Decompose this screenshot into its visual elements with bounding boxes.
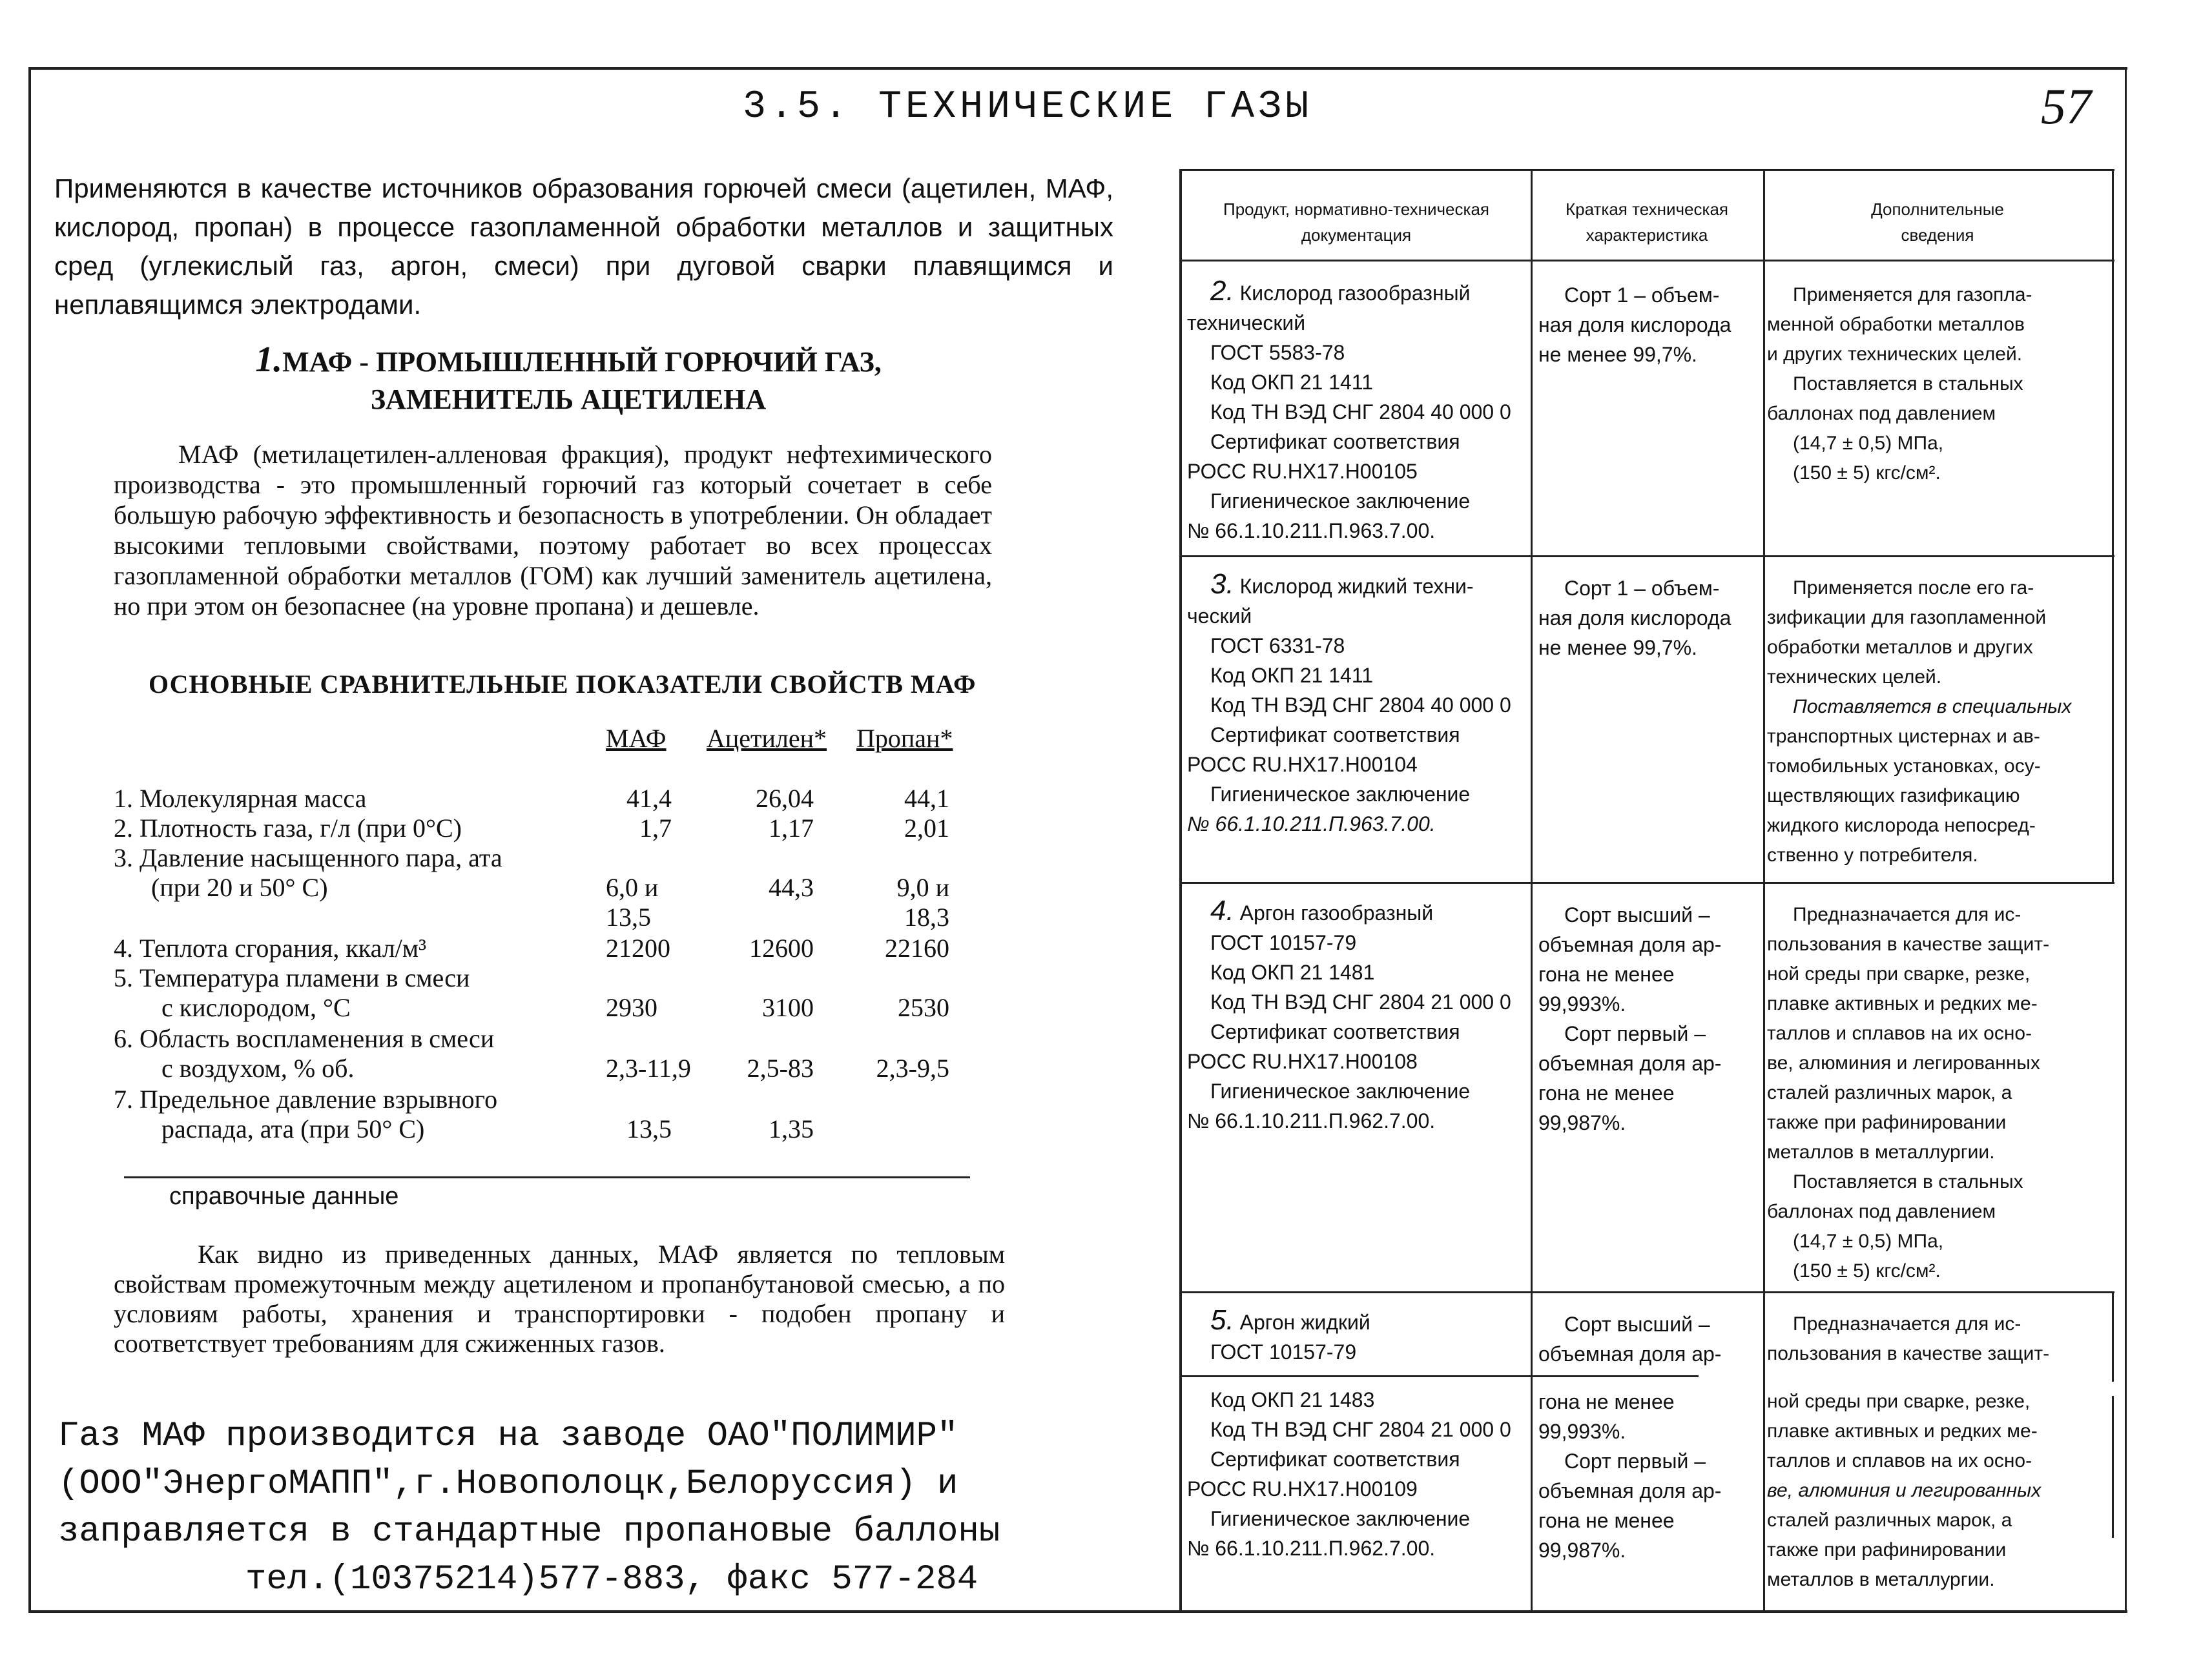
additional-line: обработки металлов и других xyxy=(1767,637,2033,658)
additional-line: металлов в металлургии. xyxy=(1767,1569,1995,1590)
column-header-acetylene: Ацетилен* xyxy=(707,724,827,753)
table-column-rule xyxy=(2112,169,2114,882)
table-rule xyxy=(1182,169,2114,171)
table-row-argon-gaseous-characteristic xyxy=(1538,900,1762,1138)
characteristic-line: ная доля кислорода xyxy=(1538,606,1731,630)
characteristic-line: объемная доля ар- xyxy=(1538,1342,1722,1366)
property-label: 4. Теплота сгорания, ккал/м³ xyxy=(114,934,427,963)
characteristic-line: гона не менее xyxy=(1538,963,1675,986)
product-okp-code: Код ОКП 21 1481 xyxy=(1210,961,1375,984)
product-certificate-number: РОСС RU.НХ17.Н00104 xyxy=(1187,753,1418,776)
table-header-text: Краткая техническая xyxy=(1566,200,1728,219)
product-certificate-number: РОСС RU.НХ17.Н00109 xyxy=(1187,1477,1418,1501)
table-header-text: Продукт, нормативно-техническая xyxy=(1223,200,1489,219)
additional-line: (150 ± 5) кгс/см². xyxy=(1793,462,1941,484)
product-tnved-code: Код ТН ВЭД СНГ 2804 21 000 0 xyxy=(1210,1418,1511,1441)
property-label-cont: с воздухом, % об. xyxy=(161,1054,355,1083)
additional-line: Поставляется в стальных xyxy=(1793,373,2023,394)
product-certificate-label: Сертификат соответствия xyxy=(1210,723,1460,746)
table-header-text: сведения xyxy=(1901,225,1974,245)
characteristic-line: Сорт высший – xyxy=(1564,903,1710,927)
maf-description: МАФ (метилацетилен-алленовая фракция), продукт нефтехимического производства - это промышленный горючий газ который сочетает в себе большую рабочую эффективность и безопасность в употреблении. Он обладает высокими тепловыми свойствами, поэтому работает во всех процессах газопламенной обработки металлов (ГОМ) как лучший заменитель ацетилена, но при этом он безопаснее (на уровне пропана) и дешевле. xyxy=(114,440,992,620)
additional-line: зификации для газопламенной xyxy=(1767,607,2047,628)
stamp-line-2: (ООО"ЭнергоМАПП",г.Новополоцк,Белоруссия) и xyxy=(58,1464,958,1504)
product-tnved-code: Код ТН ВЭД СНГ 2804 21 000 0 xyxy=(1210,990,1511,1014)
property-value-propane: 2,01 xyxy=(904,814,949,843)
characteristic-line: Сорт высший – xyxy=(1564,1313,1710,1336)
additional-line: Предназначается для ис- xyxy=(1793,1313,2021,1335)
page-frame-left xyxy=(28,67,31,1610)
additional-line: пользования в качестве защит- xyxy=(1767,934,2050,955)
property-value-propane: 44,1 xyxy=(904,784,949,813)
property-label: 5. Температура пламени в смеси xyxy=(114,963,470,992)
property-value-maf: 2,3-11,9 xyxy=(606,1054,691,1083)
additional-line: Поставляется в специальных xyxy=(1793,696,2072,717)
product-certificate-number: РОСС RU.НХ17.Н00105 xyxy=(1187,460,1418,483)
product-hygiene-label: Гигиеническое заключение xyxy=(1210,489,1471,513)
property-value-propane: 9,0 и xyxy=(896,873,949,902)
property-value-propane: 2530 xyxy=(898,993,949,1022)
stamp-line-3: заправляется в стандартные пропановые баллоны xyxy=(58,1512,1000,1552)
additional-line: (14,7 ± 0,5) МПа, xyxy=(1793,433,1944,454)
property-value-acetylene: 2,5-83 xyxy=(747,1054,814,1083)
additional-line: ственно у потребителя. xyxy=(1767,845,1978,866)
table-rule xyxy=(1182,882,2114,884)
table-column-rule xyxy=(2112,1291,2114,1382)
additional-line: ве, алюминия и легированных xyxy=(1767,1480,2041,1501)
additional-line: томобильных установках, осу- xyxy=(1767,755,2041,777)
table-row-argon-liquid-additional xyxy=(1767,1309,2109,1595)
product-certificate-number: РОСС RU.НХ17.Н00108 xyxy=(1187,1050,1418,1073)
property-label-cont: распада, ата (при 50° С) xyxy=(161,1114,425,1143)
characteristic-line: гона не менее xyxy=(1538,1390,1675,1413)
property-value-propane-cont: 18,3 xyxy=(904,903,949,932)
table-row-oxygen-gaseous-product xyxy=(1187,276,1528,546)
stamp-line-4: тел.(10375214)577-883, факс 577-284 xyxy=(245,1560,978,1599)
property-value-acetylene: 1,17 xyxy=(769,814,814,843)
additional-line: (150 ± 5) кгс/см². xyxy=(1793,1260,1941,1282)
additional-line: Применяется после его га- xyxy=(1793,577,2034,599)
stamp-line-1: Газ МАФ производится на заводе ОАО"ПОЛИМИР" xyxy=(58,1417,958,1456)
characteristic-line: ная доля кислорода xyxy=(1538,313,1731,336)
property-value-maf: 21200 xyxy=(606,934,670,963)
product-name-cont: ческий xyxy=(1187,604,1252,628)
conclusion-paragraph: Как видно из приведенных данных, МАФ является по тепловым свойствам промежуточным между ацетиленом и пропанбутановой смесью, а по условиям работы, хранения и транспортировки - подобен пропану и соответствует требованиям для сжиженных газов. xyxy=(114,1240,1005,1358)
row-number: 5. xyxy=(1210,1304,1234,1336)
product-certificate-label: Сертификат соответствия xyxy=(1210,1448,1460,1471)
product-hygiene-label: Гигиеническое заключение xyxy=(1210,1080,1471,1103)
additional-line: Применяется для газопла- xyxy=(1793,284,2032,305)
product-hygiene-number: № 66.1.10.211.П.963.7.00. xyxy=(1187,812,1436,835)
maf-heading-line1: МАФ - ПРОМЫШЛЕННЫЙ ГОРЮЧИЙ ГАЗ, xyxy=(282,346,882,378)
product-standard: ГОСТ 6331-78 xyxy=(1210,634,1345,657)
table-column-rule xyxy=(1763,169,1765,1610)
property-label: 1. Молекулярная масса xyxy=(114,784,367,813)
row-number: 3. xyxy=(1210,568,1234,600)
product-name: Кислород газообразный xyxy=(1239,282,1471,305)
property-value-maf: 41,4 xyxy=(626,784,672,813)
table-row-oxygen-gaseous-characteristic xyxy=(1538,280,1762,369)
characteristic-line: объемная доля ар- xyxy=(1538,1052,1722,1075)
characteristic-line: гона не менее xyxy=(1538,1509,1675,1532)
property-value-maf: 6,0 и xyxy=(606,873,659,902)
product-name: Кислород жидкий техни- xyxy=(1239,575,1474,598)
table-rule xyxy=(1182,260,2114,261)
additional-line: плавке активных и редких ме- xyxy=(1767,1420,2038,1442)
footnote-rule xyxy=(124,1176,970,1178)
additional-line: технических целей. xyxy=(1767,666,1942,688)
property-label: 3. Давление насыщенного пара, ата xyxy=(114,843,502,872)
additional-line: ной среды при сварке, резке, xyxy=(1767,963,2031,985)
column-header-maf: МАФ xyxy=(606,724,667,753)
manufacturer-stamp xyxy=(58,1413,1066,1604)
product-hygiene-number: № 66.1.10.211.П.962.7.00. xyxy=(1187,1537,1436,1560)
additional-line: плавке активных и редких ме- xyxy=(1767,993,2038,1014)
page-frame-right xyxy=(2125,67,2127,1610)
additional-line: ной среды при сварке, резке, xyxy=(1767,1391,2031,1412)
table-header-product xyxy=(1182,196,1531,248)
additional-line: Поставляется в стальных xyxy=(1793,1171,2023,1193)
additional-line: Предназначается для ис- xyxy=(1793,904,2021,925)
additional-line: сталей различных марок, а xyxy=(1767,1082,2012,1103)
product-name-cont: технический xyxy=(1187,311,1306,334)
product-name: Аргон жидкий xyxy=(1239,1311,1370,1334)
characteristic-line: объемная доля ар- xyxy=(1538,933,1722,956)
characteristic-line: объемная доля ар- xyxy=(1538,1479,1722,1502)
table-row-argon-gaseous-product xyxy=(1187,896,1528,1136)
product-hygiene-number: № 66.1.10.211.П.963.7.00. xyxy=(1187,519,1436,542)
property-label-cont: с кислородом, °С xyxy=(161,993,351,1022)
product-standard: ГОСТ 10157-79 xyxy=(1210,931,1357,954)
additional-line: транспортных цистернах и ав- xyxy=(1767,726,2040,747)
footnote: справочные данные xyxy=(169,1183,399,1210)
additional-line: сталей различных марок, а xyxy=(1767,1510,2012,1531)
table-column-rule xyxy=(2112,1396,2114,1538)
page-number: 57 xyxy=(2041,78,2091,134)
table-header-text: характеристика xyxy=(1586,225,1708,245)
row-number: 2. xyxy=(1210,275,1234,307)
product-standard: ГОСТ 5583-78 xyxy=(1210,341,1345,364)
property-label: 7. Предельное давление взрывного xyxy=(114,1085,498,1114)
characteristic-line: 99,993%. xyxy=(1538,1420,1626,1443)
gas-products-table xyxy=(1179,169,2114,1610)
characteristic-line: 99,993%. xyxy=(1538,992,1626,1016)
additional-line: менной обработки металлов xyxy=(1767,314,2025,335)
property-label-cont: (при 20 и 50° С) xyxy=(151,873,328,902)
additional-line: баллонах под давлением xyxy=(1767,1201,1996,1222)
characteristic-line: Сорт первый – xyxy=(1564,1450,1706,1473)
characteristic-line: Сорт 1 – объем- xyxy=(1564,577,1720,600)
characteristic-line: гона не менее xyxy=(1538,1081,1675,1105)
maf-heading-line2: ЗАМЕНИТЕЛЬ АЦЕТИЛЕНА xyxy=(370,384,767,415)
property-value-maf: 13,5 xyxy=(626,1114,672,1143)
product-certificate-label: Сертификат соответствия xyxy=(1210,430,1460,453)
property-label: 2. Плотность газа, г/л (при 0°С) xyxy=(114,814,462,843)
table-row-argon-gaseous-additional xyxy=(1767,900,2109,1286)
property-value-maf-cont: 13,5 xyxy=(606,903,651,932)
characteristic-line: Сорт первый – xyxy=(1564,1022,1706,1045)
maf-heading-number: 1. xyxy=(255,340,283,380)
property-value-maf: 1,7 xyxy=(639,814,672,843)
property-value-acetylene: 12600 xyxy=(749,934,814,963)
additional-line: таллов и сплавов на их осно- xyxy=(1767,1450,2032,1471)
page-frame-bottom xyxy=(28,1610,2127,1613)
additional-line: также при рафинировании xyxy=(1767,1539,2007,1561)
table-header-text: Дополнительные xyxy=(1871,200,2004,219)
product-hygiene-label: Гигиеническое заключение xyxy=(1210,1507,1471,1530)
property-value-acetylene: 3100 xyxy=(762,993,814,1022)
comparison-title: ОСНОВНЫЕ СРАВНИТЕЛЬНЫЕ ПОКАЗАТЕЛИ СВОЙСТВ МАФ xyxy=(149,670,977,699)
table-rule xyxy=(1182,555,2114,557)
product-standard: ГОСТ 10157-79 xyxy=(1210,1340,1357,1364)
table-header-text: документация xyxy=(1301,225,1412,245)
product-certificate-label: Сертификат соответствия xyxy=(1210,1020,1460,1043)
product-hygiene-label: Гигиеническое заключение xyxy=(1210,783,1471,806)
additional-line: пользования в качестве защит- xyxy=(1767,1343,2050,1364)
additional-line: ществляющих газификацию xyxy=(1767,785,2020,806)
table-row-argon-liquid-characteristic xyxy=(1538,1309,1762,1565)
additional-line: таллов и сплавов на их осно- xyxy=(1767,1023,2032,1044)
characteristic-line: не менее 99,7%. xyxy=(1538,636,1697,659)
maf-heading xyxy=(110,341,1027,418)
table-row-oxygen-gaseous-additional xyxy=(1767,280,2109,488)
characteristic-line: Сорт 1 – объем- xyxy=(1564,283,1720,307)
additional-line: жидкого кислорода непосред- xyxy=(1767,815,2036,836)
product-tnved-code: Код ТН ВЭД СНГ 2804 40 000 0 xyxy=(1210,693,1511,717)
product-okp-code: Код ОКП 21 1483 xyxy=(1210,1388,1375,1411)
table-rule xyxy=(1182,1291,2114,1293)
product-tnved-code: Код ТН ВЭД СНГ 2804 40 000 0 xyxy=(1210,400,1511,424)
intro-paragraph: Применяются в качестве источников образования горючей смеси (ацетилен, МАФ, кислород, пропан) в процессе газопламенной обработки металлов и защитных сред (углекислый газ, аргон, смеси) при дуговой сварки плавящимся и неплавящимся электродами. xyxy=(54,173,1113,320)
additional-line: также при рафинировании xyxy=(1767,1112,2007,1133)
property-value-acetylene: 1,35 xyxy=(769,1114,814,1143)
additional-line: баллонах под давлением xyxy=(1767,403,1996,424)
table-row-argon-liquid-product xyxy=(1187,1306,1528,1563)
table-row-oxygen-liquid-product xyxy=(1187,569,1528,839)
property-value-propane: 2,3-9,5 xyxy=(876,1054,949,1083)
page-frame-top xyxy=(28,67,2127,70)
property-value-propane: 22160 xyxy=(885,934,949,963)
table-row-oxygen-liquid-characteristic xyxy=(1538,573,1762,662)
row-number: 4. xyxy=(1210,895,1234,927)
section-title: 3.5. ТЕХНИЧЕСКИЕ ГАЗЫ xyxy=(743,85,1313,129)
table-row-oxygen-liquid-additional xyxy=(1767,573,2109,870)
table-header-additional xyxy=(1763,196,2112,248)
product-okp-code: Код ОКП 21 1411 xyxy=(1210,371,1374,394)
property-label: 6. Область воспламенения в смеси xyxy=(114,1024,495,1053)
characteristic-line: 99,987%. xyxy=(1538,1111,1626,1134)
table-header-characteristic xyxy=(1531,196,1763,248)
characteristic-line: 99,987%. xyxy=(1538,1539,1626,1562)
additional-line: и других технических целей. xyxy=(1767,343,2023,365)
product-name: Аргон газообразный xyxy=(1239,901,1434,925)
table-column-rule xyxy=(1531,169,1533,1610)
property-value-acetylene: 26,04 xyxy=(756,784,814,813)
characteristic-line: не менее 99,7%. xyxy=(1538,343,1697,366)
additional-line: ве, алюминия и легированных xyxy=(1767,1052,2040,1074)
property-value-maf: 2930 xyxy=(606,993,657,1022)
product-hygiene-number: № 66.1.10.211.П.962.7.00. xyxy=(1187,1109,1436,1132)
additional-line: металлов в металлургии. xyxy=(1767,1142,1995,1163)
product-okp-code: Код ОКП 21 1411 xyxy=(1210,664,1374,687)
property-value-acetylene: 44,3 xyxy=(769,873,814,902)
column-header-propane: Пропан* xyxy=(856,724,953,753)
additional-line: (14,7 ± 0,5) МПа, xyxy=(1793,1231,1944,1252)
